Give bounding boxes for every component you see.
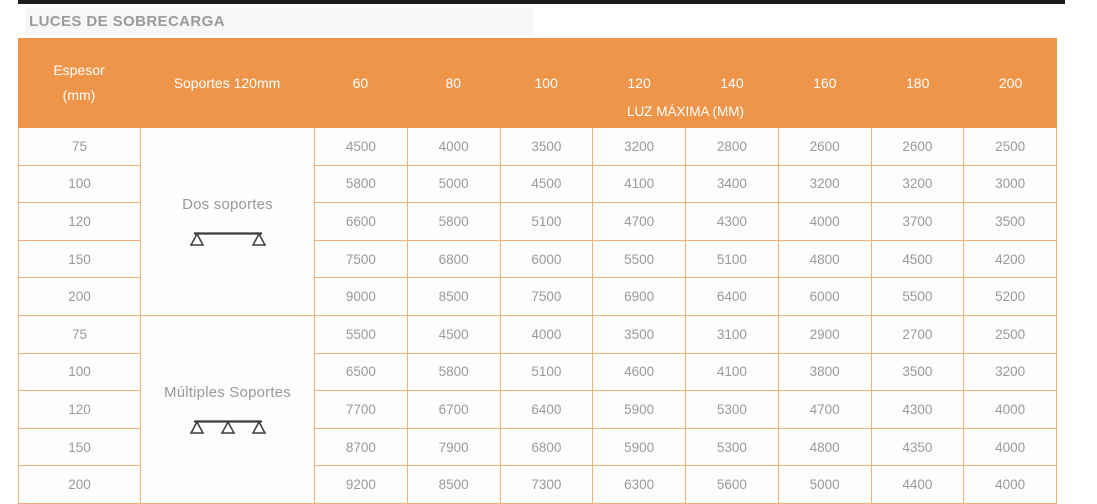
luz-value-cell: 9000 [315, 278, 408, 316]
luz-value-cell: 6400 [501, 391, 594, 429]
luz-value-cell: 3500 [593, 316, 686, 354]
luz-value-cell: 6500 [315, 354, 408, 392]
luz-value-cell: 4600 [593, 354, 686, 392]
luz-value-cell: 4000 [964, 391, 1057, 429]
luz-value-cell: 5900 [593, 429, 686, 467]
espesor-cell: 75 [19, 316, 141, 354]
luz-value-cell: 4000 [964, 466, 1057, 504]
luz-value-cell: 8700 [315, 429, 408, 467]
support-type-cell [141, 316, 315, 504]
luz-value-cell: 4800 [779, 429, 872, 467]
espesor-cell: 200 [19, 466, 141, 504]
luz-value-cell: 3500 [872, 354, 965, 392]
page-title: LUCES DE SOBRECARGA [29, 13, 225, 30]
espesor-header-line2: (mm) [62, 87, 96, 103]
luz-value-cell: 7900 [408, 429, 501, 467]
table-section-dos-soportes [18, 128, 1057, 316]
espesor-cell: 120 [19, 203, 141, 241]
title-box [25, 8, 533, 35]
luz-value-cell: 4700 [593, 203, 686, 241]
luz-value-cell: 7500 [501, 278, 594, 316]
luz-value-cell: 4700 [779, 391, 872, 429]
espesor-column-header [18, 38, 140, 128]
espesor-cell: 100 [19, 166, 141, 204]
luz-value-cell: 4400 [872, 466, 965, 504]
luz-value-cell: 3400 [686, 166, 779, 204]
luz-value-cell: 4100 [686, 354, 779, 392]
luz-value-cell: 6000 [779, 278, 872, 316]
luz-value-cell: 4500 [872, 241, 965, 279]
luz-value-cell: 7500 [315, 241, 408, 279]
support-type-label: Dos soportes [182, 195, 273, 213]
luz-value-cell: 4000 [964, 429, 1057, 467]
luz-value-cell: 4000 [501, 316, 594, 354]
luz-value-cell: 3000 [964, 166, 1057, 204]
luz-value-cell: 3700 [872, 203, 965, 241]
luz-value-cell: 5500 [872, 278, 965, 316]
luz-span-label: 140 [720, 75, 744, 91]
luz-value-cell: 6900 [593, 278, 686, 316]
espesor-cell: 75 [19, 128, 141, 166]
luz-value-cell: 4000 [779, 203, 872, 241]
luz-value-cell: 5900 [593, 391, 686, 429]
table-header [18, 38, 1057, 128]
luz-value-cell: 3200 [593, 128, 686, 166]
luz-value-cell: 8500 [408, 278, 501, 316]
soportes-header-label: Soportes 120mm [173, 75, 281, 91]
luz-value-cell: 9200 [315, 466, 408, 504]
support-type-label: Múltiples Soportes [164, 383, 291, 401]
luz-value-cell: 5100 [686, 241, 779, 279]
luz-value-cell: 2600 [872, 128, 965, 166]
luz-span-label: 180 [906, 75, 930, 91]
luz-value-cell: 4300 [686, 203, 779, 241]
luz-value-cell: 2500 [964, 316, 1057, 354]
soportes-column-header [140, 38, 314, 128]
luz-maxima-title: LUZ MÁXIMA (MM) [627, 104, 744, 119]
luz-value-cell: 4000 [408, 128, 501, 166]
luz-value-cell: 2900 [779, 316, 872, 354]
luz-value-cell: 6300 [593, 466, 686, 504]
luz-value-cell: 6700 [408, 391, 501, 429]
luz-value-cell: 2700 [872, 316, 965, 354]
luz-value-cell: 4100 [593, 166, 686, 204]
luz-value-cell: 3200 [779, 166, 872, 204]
luz-span-label: 120 [627, 75, 651, 91]
luz-value-cell: 3800 [779, 354, 872, 392]
luz-value-cell: 5000 [779, 466, 872, 504]
luz-value-cell: 3200 [964, 354, 1057, 392]
espesor-cell: 200 [19, 278, 141, 316]
luz-maxima-header-group [314, 38, 1057, 128]
luz-value-cell: 6800 [501, 429, 594, 467]
luz-value-cell: 5500 [315, 316, 408, 354]
luz-value-cell: 4350 [872, 429, 965, 467]
luz-value-cell: 5100 [501, 354, 594, 392]
beam-two-supports-icon [189, 231, 267, 247]
luz-span-label: 200 [998, 75, 1023, 91]
luz-value-cell: 5800 [408, 203, 501, 241]
luz-span-label: 160 [813, 75, 837, 91]
luz-value-cell: 3200 [872, 166, 965, 204]
luz-value-cell: 8500 [408, 466, 501, 504]
luz-value-cell: 4500 [315, 128, 408, 166]
luz-value-cell: 5000 [408, 166, 501, 204]
beam-multiple-supports-icon [189, 419, 267, 435]
espesor-cell: 150 [19, 241, 141, 279]
top-divider-bar [18, 0, 1065, 4]
luz-span-label: 80 [445, 75, 462, 91]
luz-value-cell: 2800 [686, 128, 779, 166]
luz-value-cell: 6600 [315, 203, 408, 241]
luz-value-cell: 5800 [315, 166, 408, 204]
espesor-cell: 120 [19, 391, 141, 429]
overload-spans-table [18, 38, 1057, 504]
luz-value-cell: 2600 [779, 128, 872, 166]
luz-value-cell: 4500 [501, 166, 594, 204]
luz-value-cell: 5300 [686, 429, 779, 467]
luz-value-cell: 4300 [872, 391, 965, 429]
luz-value-cell: 3500 [964, 203, 1057, 241]
luz-value-cell: 7700 [315, 391, 408, 429]
table-section-multiples-soportes [18, 316, 1057, 504]
luz-value-cell: 4500 [408, 316, 501, 354]
luz-value-cell: 5600 [686, 466, 779, 504]
luz-value-cell: 6000 [501, 241, 594, 279]
luz-value-cell: 5100 [501, 203, 594, 241]
espesor-cell: 150 [19, 429, 141, 467]
luz-value-cell: 6400 [686, 278, 779, 316]
luz-value-cell: 5800 [408, 354, 501, 392]
luz-value-cell: 4800 [779, 241, 872, 279]
luz-value-cell: 5300 [686, 391, 779, 429]
luz-span-label: 60 [352, 75, 369, 91]
luz-value-cell: 7300 [501, 466, 594, 504]
luz-value-cell: 5200 [964, 278, 1057, 316]
support-type-cell [141, 128, 315, 316]
espesor-cell: 100 [19, 354, 141, 392]
espesor-header-line1: Espesor [53, 62, 105, 78]
luz-value-cell: 3500 [501, 128, 594, 166]
luz-value-cell: 3100 [686, 316, 779, 354]
luz-value-cell: 2500 [964, 128, 1057, 166]
luz-value-cell: 5500 [593, 241, 686, 279]
luz-span-label: 100 [534, 75, 558, 91]
luz-value-cell: 4200 [964, 241, 1057, 279]
luz-value-cell: 6800 [408, 241, 501, 279]
